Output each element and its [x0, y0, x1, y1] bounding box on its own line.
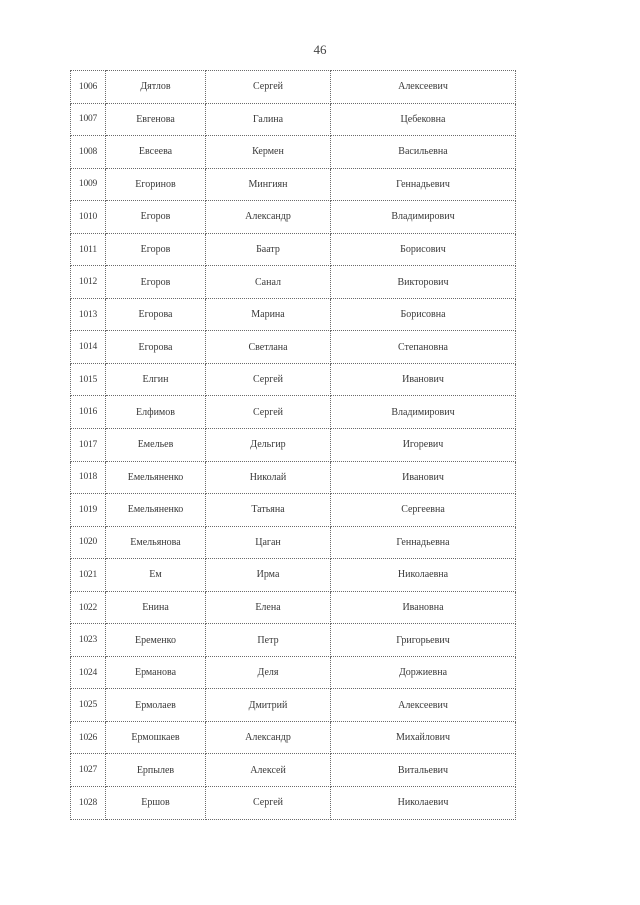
row-number-cell: 1016	[71, 396, 106, 429]
table-row	[71, 559, 516, 592]
patronymic-cell: Иванович	[331, 461, 516, 494]
first-name-cell: Татьяна	[206, 494, 331, 527]
last-name-cell: Емельянова	[106, 526, 206, 559]
table-row	[71, 754, 516, 787]
patronymic-cell: Геннадьевич	[331, 168, 516, 201]
table-row	[71, 71, 516, 104]
patronymic-cell: Владимирович	[331, 201, 516, 234]
last-name-cell: Егорова	[106, 331, 206, 364]
row-number-cell: 1010	[71, 201, 106, 234]
row-number-cell: 1015	[71, 363, 106, 396]
table-row	[71, 266, 516, 299]
row-number-cell: 1007	[71, 103, 106, 136]
patronymic-cell: Николаевич	[331, 787, 516, 820]
row-number-cell: 1013	[71, 298, 106, 331]
row-number-cell: 1012	[71, 266, 106, 299]
table-row	[71, 656, 516, 689]
table-row	[71, 429, 516, 462]
patronymic-cell: Николаевна	[331, 559, 516, 592]
last-name-cell: Еременко	[106, 624, 206, 657]
last-name-cell: Елгин	[106, 363, 206, 396]
row-number-cell: 1018	[71, 461, 106, 494]
first-name-cell: Баатр	[206, 233, 331, 266]
table-row	[71, 233, 516, 266]
table-row	[71, 787, 516, 820]
table-row	[71, 494, 516, 527]
first-name-cell: Санал	[206, 266, 331, 299]
last-name-cell: Енина	[106, 591, 206, 624]
table-row	[71, 201, 516, 234]
first-name-cell: Деля	[206, 656, 331, 689]
row-number-cell: 1009	[71, 168, 106, 201]
patronymic-cell: Борисовна	[331, 298, 516, 331]
table-row	[71, 624, 516, 657]
first-name-cell: Александр	[206, 721, 331, 754]
table-row	[71, 298, 516, 331]
patronymic-cell: Михайлович	[331, 721, 516, 754]
patronymic-cell: Алексеевич	[331, 689, 516, 722]
first-name-cell: Сергей	[206, 787, 331, 820]
row-number-cell: 1017	[71, 429, 106, 462]
patronymic-cell: Цебековна	[331, 103, 516, 136]
last-name-cell: Евгенова	[106, 103, 206, 136]
last-name-cell: Емельяненко	[106, 461, 206, 494]
last-name-cell: Емельяненко	[106, 494, 206, 527]
table-row	[71, 168, 516, 201]
page-number: 46	[313, 42, 327, 57]
row-number-cell: 1026	[71, 721, 106, 754]
first-name-cell: Мингиян	[206, 168, 331, 201]
first-name-cell: Сергей	[206, 71, 331, 104]
row-number-cell: 1027	[71, 754, 106, 787]
table-row	[71, 363, 516, 396]
last-name-cell: Егоров	[106, 266, 206, 299]
table-row	[71, 689, 516, 722]
row-number-cell: 1008	[71, 136, 106, 169]
first-name-cell: Петр	[206, 624, 331, 657]
row-number-cell: 1023	[71, 624, 106, 657]
row-number-cell: 1019	[71, 494, 106, 527]
last-name-cell: Егорова	[106, 298, 206, 331]
first-name-cell: Цаган	[206, 526, 331, 559]
first-name-cell: Дельгир	[206, 429, 331, 462]
last-name-cell: Ерпылев	[106, 754, 206, 787]
last-name-cell: Егоринов	[106, 168, 206, 201]
last-name-cell: Егоров	[106, 201, 206, 234]
table-row	[71, 103, 516, 136]
first-name-cell: Дмитрий	[206, 689, 331, 722]
row-number-cell: 1014	[71, 331, 106, 364]
patronymic-cell: Григорьевич	[331, 624, 516, 657]
row-number-cell: 1028	[71, 787, 106, 820]
row-number-cell: 1011	[71, 233, 106, 266]
patronymic-cell: Борисович	[331, 233, 516, 266]
patronymic-cell: Степановна	[331, 331, 516, 364]
patronymic-cell: Сергеевна	[331, 494, 516, 527]
names-table	[70, 70, 516, 820]
last-name-cell: Ем	[106, 559, 206, 592]
patronymic-cell: Алексеевич	[331, 71, 516, 104]
table-body	[71, 71, 516, 820]
first-name-cell: Сергей	[206, 396, 331, 429]
table-row	[71, 331, 516, 364]
last-name-cell: Ермошкаев	[106, 721, 206, 754]
patronymic-cell: Владимирович	[331, 396, 516, 429]
patronymic-cell: Геннадьевна	[331, 526, 516, 559]
row-number-cell: 1025	[71, 689, 106, 722]
first-name-cell: Ирма	[206, 559, 331, 592]
patronymic-cell: Иванович	[331, 363, 516, 396]
row-number-cell: 1020	[71, 526, 106, 559]
first-name-cell: Кермен	[206, 136, 331, 169]
table-row	[71, 396, 516, 429]
row-number-cell: 1021	[71, 559, 106, 592]
first-name-cell: Николай	[206, 461, 331, 494]
row-number-cell: 1006	[71, 71, 106, 104]
last-name-cell: Емельев	[106, 429, 206, 462]
table-row	[71, 461, 516, 494]
first-name-cell: Алексей	[206, 754, 331, 787]
table-row	[71, 136, 516, 169]
last-name-cell: Егоров	[106, 233, 206, 266]
last-name-cell: Елфимов	[106, 396, 206, 429]
last-name-cell: Дятлов	[106, 71, 206, 104]
table-row	[71, 526, 516, 559]
first-name-cell: Александр	[206, 201, 331, 234]
patronymic-cell: Ивановна	[331, 591, 516, 624]
last-name-cell: Евсеева	[106, 136, 206, 169]
patronymic-cell: Викторович	[331, 266, 516, 299]
patronymic-cell: Игоревич	[331, 429, 516, 462]
patronymic-cell: Доржиевна	[331, 656, 516, 689]
last-name-cell: Ершов	[106, 787, 206, 820]
last-name-cell: Ермолаев	[106, 689, 206, 722]
patronymic-cell: Васильевна	[331, 136, 516, 169]
first-name-cell: Галина	[206, 103, 331, 136]
first-name-cell: Марина	[206, 298, 331, 331]
patronymic-cell: Витальевич	[331, 754, 516, 787]
first-name-cell: Светлана	[206, 331, 331, 364]
last-name-cell: Ерманова	[106, 656, 206, 689]
table-row	[71, 591, 516, 624]
table-row	[71, 721, 516, 754]
row-number-cell: 1024	[71, 656, 106, 689]
first-name-cell: Елена	[206, 591, 331, 624]
row-number-cell: 1022	[71, 591, 106, 624]
first-name-cell: Сергей	[206, 363, 331, 396]
